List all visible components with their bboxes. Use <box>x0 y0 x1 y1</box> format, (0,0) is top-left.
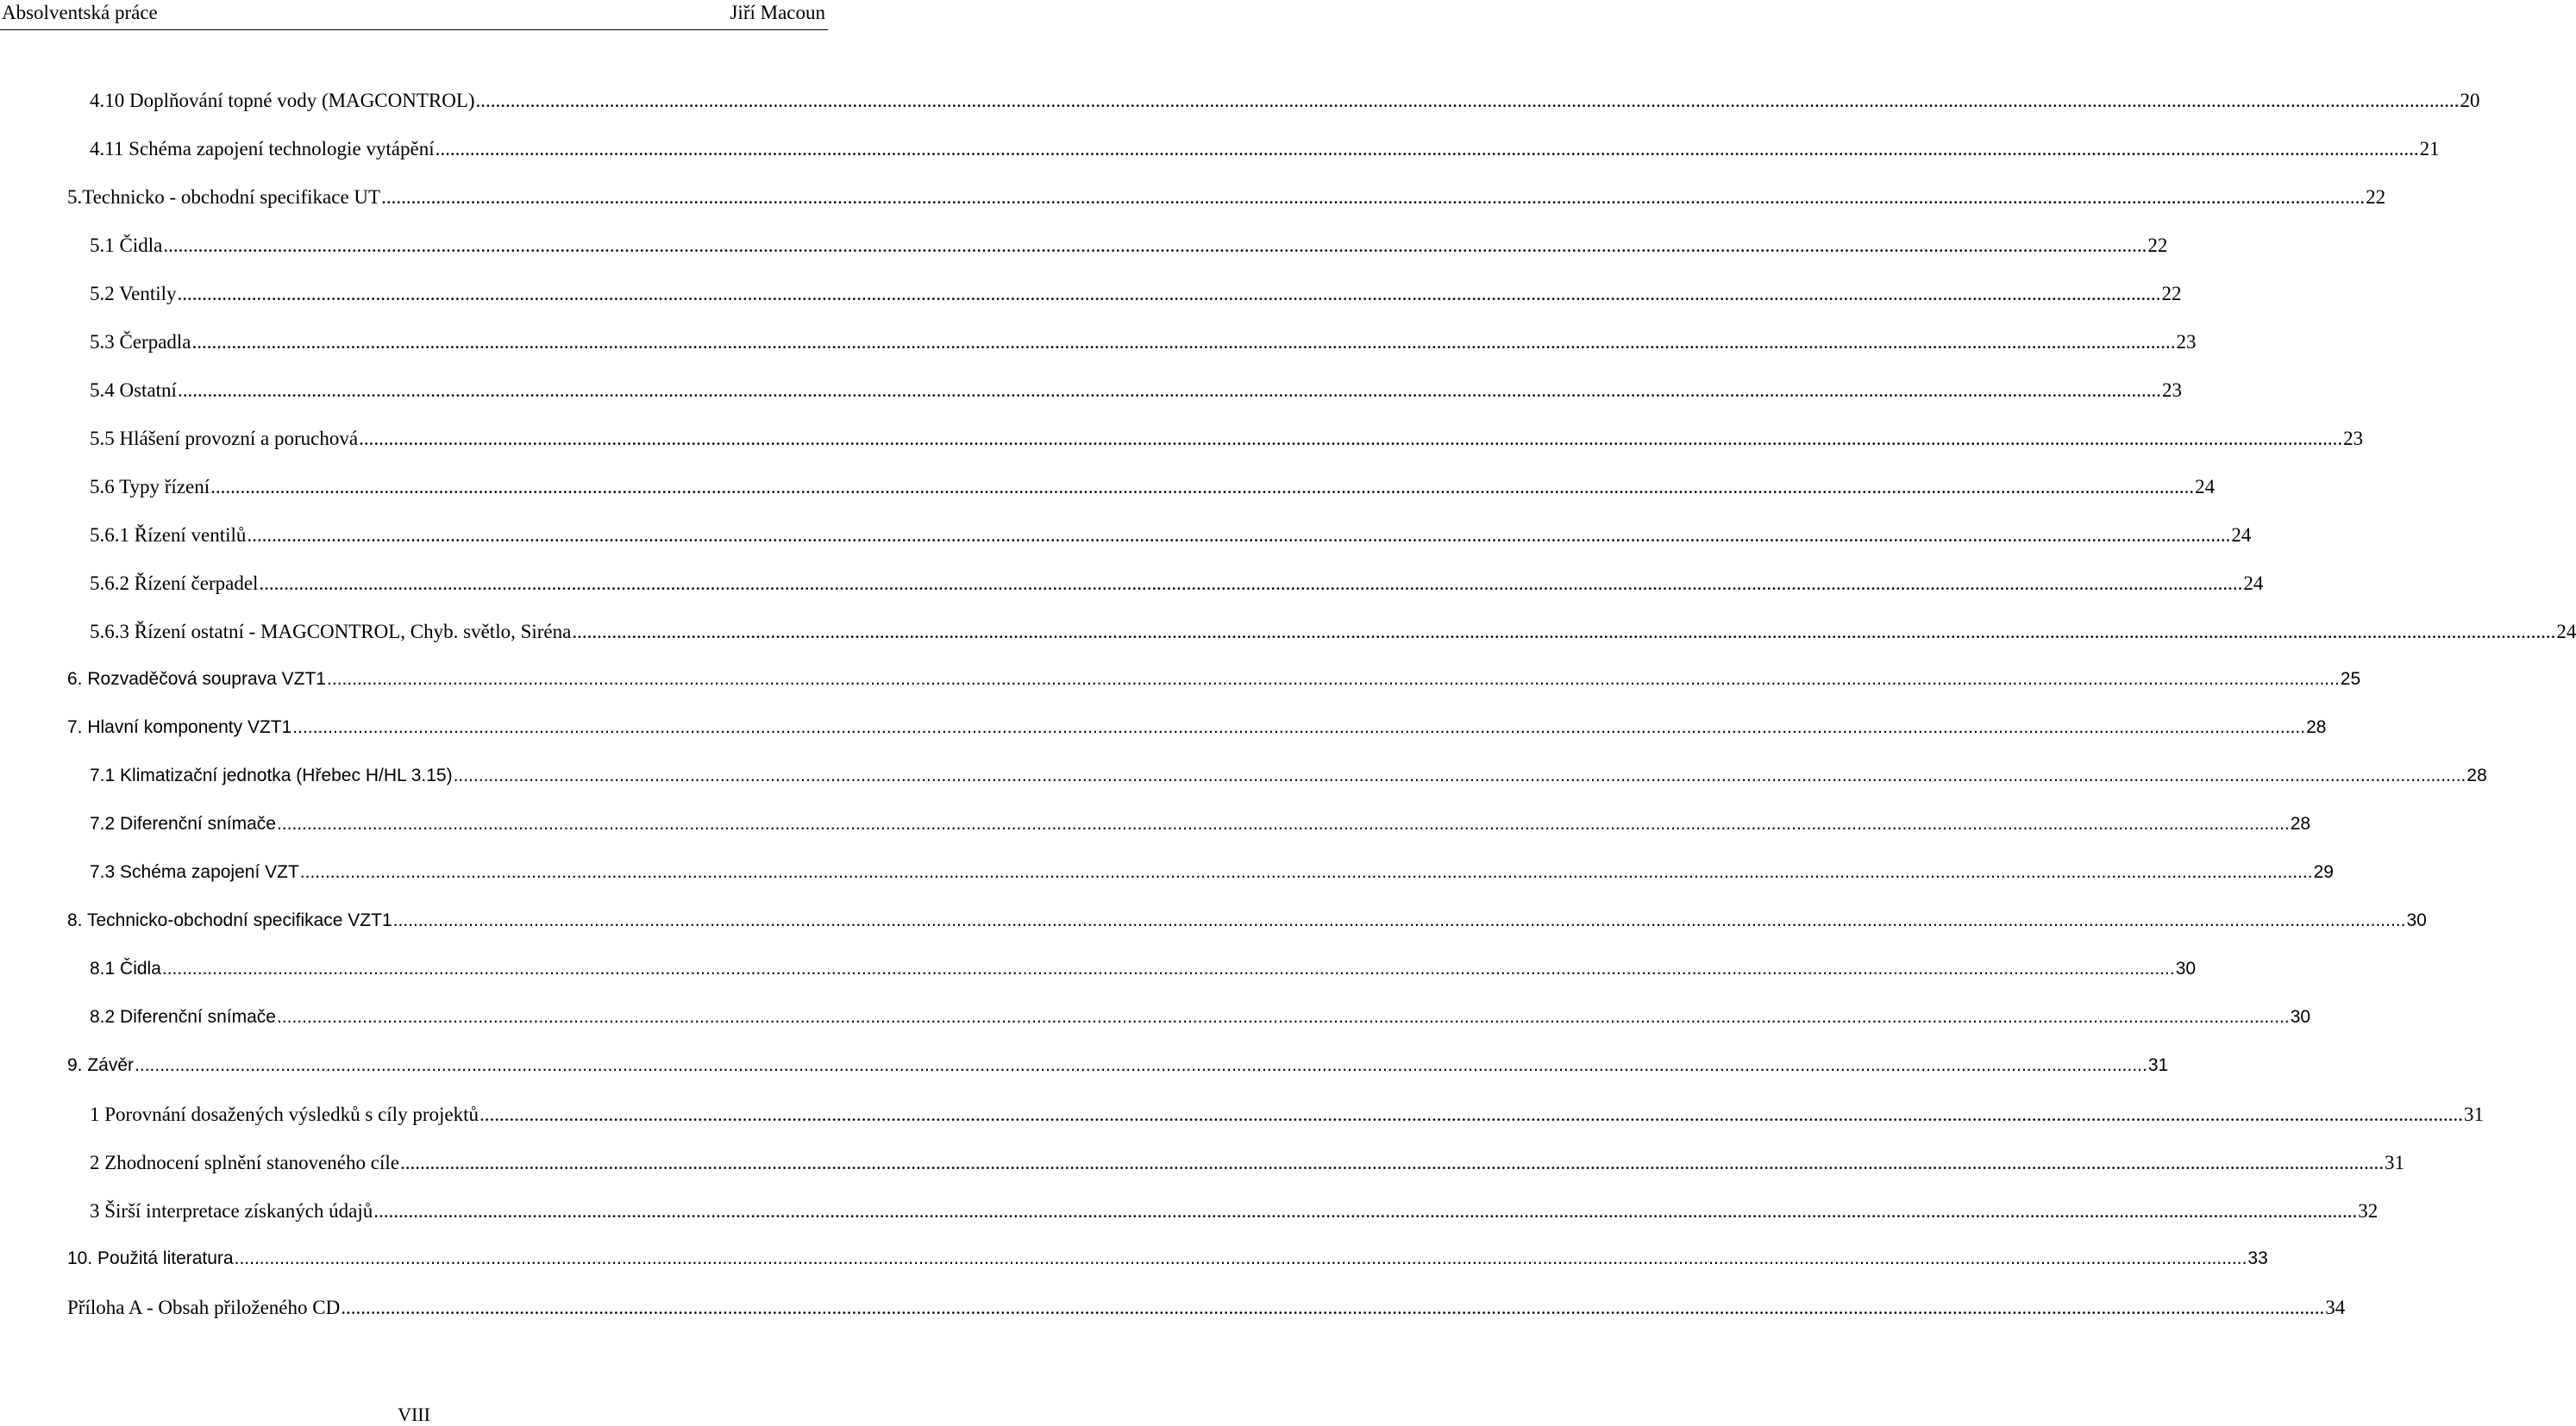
toc-dot-leader: ................................................................................................................................................................................................................................................................................................................................................................................................................ <box>399 1152 2384 1173</box>
toc-entry-title: 5.6.2 Řízení čerpadel <box>90 572 259 594</box>
toc-dot-leader: ................................................................................................................................................................................................................................................................................................................................................................................................................ <box>177 379 2161 401</box>
toc-entry-title: 8.1 Čidla <box>90 959 161 979</box>
toc-entry-title: 10. Použitá literatura <box>67 1248 234 1268</box>
toc-entry-page: 31 <box>2147 1055 2169 1075</box>
toc-entry[interactable] <box>67 186 2386 217</box>
toc-entry[interactable] <box>90 379 2182 410</box>
toc-entry[interactable] <box>90 766 2487 797</box>
toc-entry[interactable] <box>67 669 2361 700</box>
toc-dot-leader: ................................................................................................................................................................................................................................................................................................................................................................................................................ <box>259 572 2243 594</box>
toc-dot-leader: ................................................................................................................................................................................................................................................................................................................................................................................................................ <box>191 331 2176 353</box>
toc-dot-leader: ................................................................................................................................................................................................................................................................................................................................................................................................................ <box>135 1055 2147 1075</box>
toc-dot-leader: ................................................................................................................................................................................................................................................................................................................................................................................................................ <box>210 476 2195 497</box>
toc-entry-page: 31 <box>2384 1152 2404 1173</box>
toc-entry-page: 28 <box>2306 717 2327 737</box>
toc-dot-leader: ................................................................................................................................................................................................................................................................................................................................................................................................................ <box>247 524 2231 546</box>
toc-dot-leader: ................................................................................................................................................................................................................................................................................................................................................................................................................ <box>299 862 2313 882</box>
toc-entry-title: 2 Zhodnocení splnění stanoveného cíle <box>90 1152 399 1173</box>
toc-dot-leader: ................................................................................................................................................................................................................................................................................................................................................................................................................ <box>276 1007 2290 1027</box>
toc-entry-title: 1 Porovnání dosažených výsledků s cíly projektů <box>90 1104 479 1125</box>
toc-entry-page: 30 <box>2175 959 2197 979</box>
toc-entry[interactable] <box>90 138 2440 169</box>
toc-entry-title: 5.6.3 Řízení ostatní - MAGCONTROL, Chyb. světlo, Siréna <box>90 621 572 642</box>
toc-entry-page: 22 <box>2161 283 2182 304</box>
toc-entry-title: 3 Širší interpretace získaných údajů <box>90 1200 373 1222</box>
toc-entry[interactable] <box>90 235 2168 266</box>
toc-dot-leader: ................................................................................................................................................................................................................................................................................................................................................................................................................ <box>177 283 2161 304</box>
toc-entry-page: 22 <box>2366 186 2386 208</box>
toc-entry[interactable] <box>90 1104 2484 1135</box>
toc-entry[interactable] <box>90 814 2311 845</box>
toc-entry-page: 30 <box>2406 910 2427 930</box>
toc-entry-page: 22 <box>2147 235 2168 256</box>
toc-entry-page: 25 <box>2340 669 2361 689</box>
toc-entry[interactable] <box>90 90 2480 121</box>
toc-entry-page: 24 <box>2231 524 2252 546</box>
toc-dot-leader: ................................................................................................................................................................................................................................................................................................................................................................................................................ <box>359 428 2343 449</box>
header-document-type: Absolventská práce <box>2 2 158 23</box>
toc-entry[interactable] <box>90 862 2334 893</box>
toc-dot-leader: ................................................................................................................................................................................................................................................................................................................................................................................................................ <box>572 621 2556 642</box>
toc-entry[interactable] <box>67 910 2427 941</box>
toc-dot-leader: ................................................................................................................................................................................................................................................................................................................................................................................................................ <box>276 814 2290 834</box>
toc-entry[interactable] <box>90 476 2216 507</box>
toc-entry-title: 5.Technicko - obchodní specifikace UT <box>67 186 381 208</box>
toc-entry[interactable] <box>90 283 2182 314</box>
toc-entry[interactable] <box>90 428 2364 459</box>
toc-entry-title: 5.3 Čerpadla <box>90 331 191 353</box>
toc-entry[interactable] <box>67 1055 2169 1086</box>
toc-dot-leader: ................................................................................................................................................................................................................................................................................................................................................................................................................ <box>234 1248 2247 1268</box>
toc-entry-page: 33 <box>2247 1248 2268 1268</box>
toc-dot-leader: ................................................................................................................................................................................................................................................................................................................................................................................................................ <box>292 717 2306 737</box>
toc-entry-title: 9. Závěr <box>67 1055 135 1075</box>
toc-entry-page: 20 <box>2460 90 2480 111</box>
toc-entry-page: 28 <box>2290 814 2311 834</box>
toc-entry-page: 23 <box>2343 428 2364 449</box>
toc-entry-page: 24 <box>2195 476 2216 497</box>
toc-entry-title: 7.3 Schéma zapojení VZT <box>90 862 299 882</box>
toc-entry-title: 8. Technicko-obchodní specifikace VZT1 <box>67 910 392 930</box>
toc-entry[interactable] <box>67 717 2327 748</box>
toc-entry-title: 7.1 Klimatizační jednotka (Hřebec H/HL 3.15) <box>90 766 453 785</box>
toc-entry-page: 32 <box>2358 1200 2379 1222</box>
toc-entry-title: Příloha A - Obsah přiloženého CD <box>67 1297 341 1318</box>
toc-entry[interactable] <box>90 1007 2311 1038</box>
toc-dot-leader: ................................................................................................................................................................................................................................................................................................................................................................................................................ <box>163 235 2147 256</box>
toc-entry-title: 5.2 Ventily <box>90 283 177 304</box>
toc-entry-page: 34 <box>2325 1297 2346 1318</box>
toc-entry-page: 30 <box>2290 1007 2311 1027</box>
toc-dot-leader: ................................................................................................................................................................................................................................................................................................................................................................................................................ <box>161 959 2175 979</box>
toc-entry-page: 24 <box>2243 572 2264 594</box>
toc-dot-leader: ................................................................................................................................................................................................................................................................................................................................................................................................................ <box>475 90 2460 111</box>
toc-entry-title: 5.1 Čidla <box>90 235 163 256</box>
toc-entry-title: 5.4 Ostatní <box>90 379 177 401</box>
toc-entry-page: 21 <box>2419 138 2440 159</box>
toc-entry-title: 6. Rozvaděčová souprava VZT1 <box>67 669 326 689</box>
toc-dot-leader: ................................................................................................................................................................................................................................................................................................................................................................................................................ <box>453 766 2466 785</box>
toc-entry[interactable] <box>90 572 2264 604</box>
toc-dot-leader: ................................................................................................................................................................................................................................................................................................................................................................................................................ <box>435 138 2419 159</box>
toc-entry[interactable] <box>90 959 2197 990</box>
header-author: Jiří Macoun <box>730 2 825 23</box>
toc-dot-leader: ................................................................................................................................................................................................................................................................................................................................................................................................................ <box>479 1104 2463 1125</box>
toc-entry-page: 23 <box>2176 331 2197 353</box>
toc-entry-page: 31 <box>2463 1104 2484 1125</box>
toc-entry-title: 4.10 Doplňování topné vody (MAGCONTROL) <box>90 90 475 111</box>
toc-entry[interactable] <box>67 1248 2268 1279</box>
page-number: VIII <box>398 1404 430 1425</box>
toc-entry-page: 29 <box>2313 862 2334 882</box>
toc-entry[interactable] <box>67 1297 2346 1328</box>
toc-entry-page: 23 <box>2161 379 2182 401</box>
toc-dot-leader: ................................................................................................................................................................................................................................................................................................................................................................................................................ <box>341 1297 2325 1318</box>
running-header <box>0 0 828 30</box>
toc-entry-title: 5.6.1 Řízení ventilů <box>90 524 247 546</box>
toc-dot-leader: ................................................................................................................................................................................................................................................................................................................................................................................................................ <box>392 910 2406 930</box>
toc-entry[interactable] <box>90 621 2576 652</box>
toc-entry-title: 5.6 Typy řízení <box>90 476 210 497</box>
toc-entry-title: 4.11 Schéma zapojení technologie vytápění <box>90 138 435 159</box>
toc-entry[interactable] <box>90 331 2197 362</box>
toc-entry[interactable] <box>90 1152 2404 1183</box>
toc-entry[interactable] <box>90 1200 2379 1231</box>
toc-entry-title: 7.2 Diferenční snímače <box>90 814 276 834</box>
toc-dot-leader: ................................................................................................................................................................................................................................................................................................................................................................................................................ <box>373 1200 2358 1222</box>
toc-entry-title: 5.5 Hlášení provozní a poruchová <box>90 428 359 449</box>
toc-entry-title: 7. Hlavní komponenty VZT1 <box>67 717 292 737</box>
toc-dot-leader: ................................................................................................................................................................................................................................................................................................................................................................................................................ <box>381 186 2366 208</box>
toc-entry-page: 24 <box>2556 621 2576 642</box>
toc-dot-leader: ................................................................................................................................................................................................................................................................................................................................................................................................................ <box>327 669 2340 689</box>
toc-entry[interactable] <box>90 524 2252 555</box>
toc-entry-title: 8.2 Diferenční snímače <box>90 1007 276 1027</box>
toc-entry-page: 28 <box>2466 766 2487 785</box>
